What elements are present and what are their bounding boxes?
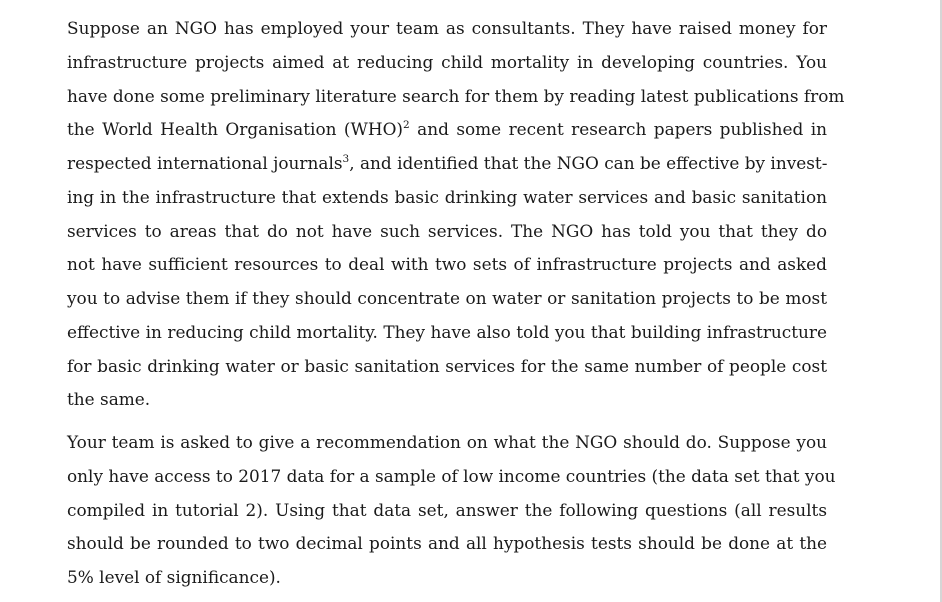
paragraph-ngo-context	[67, 12, 845, 417]
text-line: ing in the infrastructure that extends basic drinking water services and basic sanitation	[67, 186, 827, 207]
footnote-marker-2[interactable]: 2	[403, 119, 410, 132]
text-line: you to advise them if they should concentrate on water or sanitation projects to be most	[67, 288, 827, 308]
text-line: Suppose an NGO has employed your team as consultants. They have raised money for	[67, 18, 827, 38]
text-line: Your team is asked to give a recommendation on what the NGO should do. Suppose you	[67, 432, 827, 452]
footnote-marker-3[interactable]: 3	[342, 153, 350, 165]
text-line	[67, 147, 827, 181]
text-line: infrastructure projects aimed at reducing child mortality in developing countries. You	[67, 51, 827, 72]
text-line: not have sufficient resources to deal with two sets of infrastructure projects and asked	[67, 254, 827, 275]
text-line: should be rounded to two decimal points and all hypothesis tests should be done at the	[67, 533, 827, 554]
text-segment: respected international journals	[67, 153, 343, 173]
text-line: only have access to 2017 data for a sample of low income countries (the data set that you	[67, 465, 836, 486]
paragraph-task-instructions	[67, 426, 836, 595]
text-segment: and some recent research papers published in	[417, 119, 828, 140]
text-segment: the World Health Organisation (WHO)	[67, 119, 404, 140]
text-line	[67, 113, 827, 147]
text-line: for basic drinking water or basic sanitation services for the same number of people cost	[67, 355, 827, 376]
text-line: effective in reducing child mortality. They have also told you that building infrastructure	[67, 321, 827, 342]
text-segment: , and identified that the NGO can be effective by invest-	[349, 153, 828, 173]
text-line: services to areas that do not have such services. The NGO has told you that they do	[67, 220, 827, 241]
text-line: the same.	[67, 389, 151, 410]
text-line: have done some preliminary literature search for them by reading latest publications from	[67, 85, 845, 106]
text-line: 5% level of significance).	[67, 567, 281, 587]
text-line: compiled in tutorial 2). Using that data set, answer the following questions (all results	[67, 499, 827, 520]
